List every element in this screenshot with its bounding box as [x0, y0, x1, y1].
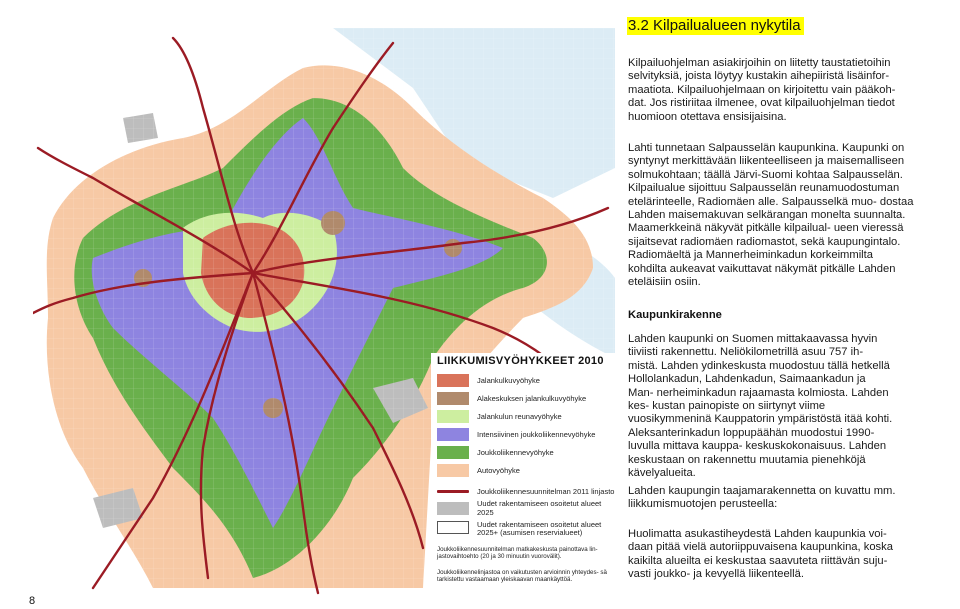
legend-note: Joukkoliikennesuunnitelman matkakeskusta painottava lin- jastovaihtoehto (20 ja 30 minuutin vuorovälit).	[437, 546, 598, 561]
legend-label: Alakeskuksen jalankulkuvyöhyke	[477, 393, 587, 403]
legend-note: Joukkoliikennelinjastoa on vaikutusten arvioinnin yhteydes- sä tarkistettu vastaamaan yleiskaavan maankäyttöä.	[437, 569, 607, 584]
paragraph-text: Kilpailuohjelman asiakirjoihin on liitetty taustatietoihin selvityksiä, joista löytyy kustakin aihepiiristä lisäinfor- maatiota. Kilpailuohjelmaan on kirjoitettu vain pääkoh- dat. Jos ristiriitaa ilmenee, ovat kilpailuohjelman tiedot huomioon otettava ensisijaisina.	[628, 57, 896, 123]
page-number: 8	[29, 595, 36, 607]
legend-label: Joukkoliikennevyöhyke	[477, 447, 554, 457]
legend-title: LIIKKUMISVYÖHYKKEET 2010	[437, 355, 604, 367]
legend-label: Intensiivinen joukkoliikennevyöhyke	[477, 429, 596, 439]
paragraph-text: Lahti tunnetaan Salpausselän kaupunkina. Kaupunki on syntynyt merkittävään liikenteelliseen ja maisemalliseen solmukohtaan; täällä Järvi-Suomi kohtaa Salpausselän. Kilpailualue sijoittuu Salpausselän reunamuodostuman etelärinteelle, Radiomäen alle. Salpausselkä muo- dostaa Lahden maisemakuvan selkärangan monelta suunnalta. Maamerkkeinä näkyvät pitkälle kilpailual- ueen vieressä sijaitsevat radiomäen radiomastot, sekä kaupungintalo. Radiomäeltä ja Mannerheiminkadun korkeimmilta kohdilta aukeavat vaikuttavat näkymät pitkälle Lahden eteläisiin osiin.	[628, 142, 914, 289]
paragraph-text: Lahden kaupungin taajamarakennetta on kuvattu mm. liikkumismuotojen perusteella:	[628, 485, 896, 511]
legend-label: Uudet rakentamiseen osoitetut alueet 2025+ (asumisen reservialueet)	[477, 520, 602, 537]
paragraph-intro	[628, 57, 914, 124]
legend-item	[437, 445, 554, 459]
map-legend	[431, 353, 615, 595]
paragraph-taajama	[628, 485, 914, 512]
legend-swatch	[437, 502, 469, 515]
legend-label: Jalankulkuvyöhyke	[477, 375, 540, 385]
paragraph-kaupunkirakenne	[628, 333, 894, 480]
section-title: 3.2 Kilpailualueen nykytila	[627, 17, 804, 35]
legend-label: Uudet rakentamiseen osoitetut alueet 2025	[477, 499, 602, 517]
legend-item	[437, 373, 540, 387]
legend-label: Autovyöhyke	[477, 465, 520, 475]
legend-item	[437, 484, 614, 498]
legend-item	[437, 391, 586, 405]
legend-swatch	[437, 410, 469, 423]
legend-swatch	[437, 392, 469, 405]
legend-item	[437, 463, 520, 477]
mobility-zone-map	[33, 28, 615, 595]
legend-item	[437, 501, 615, 515]
paragraph-salpausselka	[628, 142, 914, 289]
paragraph-autoriippuvainen	[628, 528, 908, 582]
legend-item	[437, 409, 562, 423]
legend-swatch	[437, 374, 469, 387]
paragraph-text: Huolimatta asukastiheydestä Lahden kaupunkia voi- daan pitää vielä autoriippuvaisena kaupunkina, koska kaikilta alueilta ei keskustaa saavuteta riittävän suju- vasti joukko- ja kevyellä liikenteellä.	[628, 528, 893, 581]
legend-swatch	[437, 490, 469, 493]
legend-swatch	[437, 446, 469, 459]
legend-label: Joukkoliikennesuunnitelman 2011 linjasto	[477, 486, 615, 496]
legend-swatch	[437, 521, 469, 534]
legend-item	[437, 427, 595, 441]
legend-swatch	[437, 464, 469, 477]
subheading-kaupunkirakenne: Kaupunkirakenne	[628, 309, 722, 321]
paragraph-text: Lahden kaupunki on Suomen mittakaavassa hyvin tiiviisti rakennettu. Neliökilometrillä asuu 757 ih- mistä. Lahden ydinkeskusta muodostuu tällä hetkellä Hollolankadun, Lahdenkadun, Saimaankadun ja Man- nerheiminkadun rajaamasta kolmiosta. Lahden kes- kustan painopiste on siirtynyt viime vuosikymmeninä Kauppatorin ympäristöstä itää kohti. Aleksanterinkadun loppupäähän muodostui 1990-luvulla mittava kauppa- keskuskokonaisuus. Lahden keskustaan on rakennettu muutamia pienehköjä kävelyalueita.	[628, 333, 893, 480]
legend-swatch	[437, 428, 469, 441]
legend-item	[437, 521, 607, 541]
legend-label: Jalankulun reunavyöhyke	[477, 411, 562, 421]
